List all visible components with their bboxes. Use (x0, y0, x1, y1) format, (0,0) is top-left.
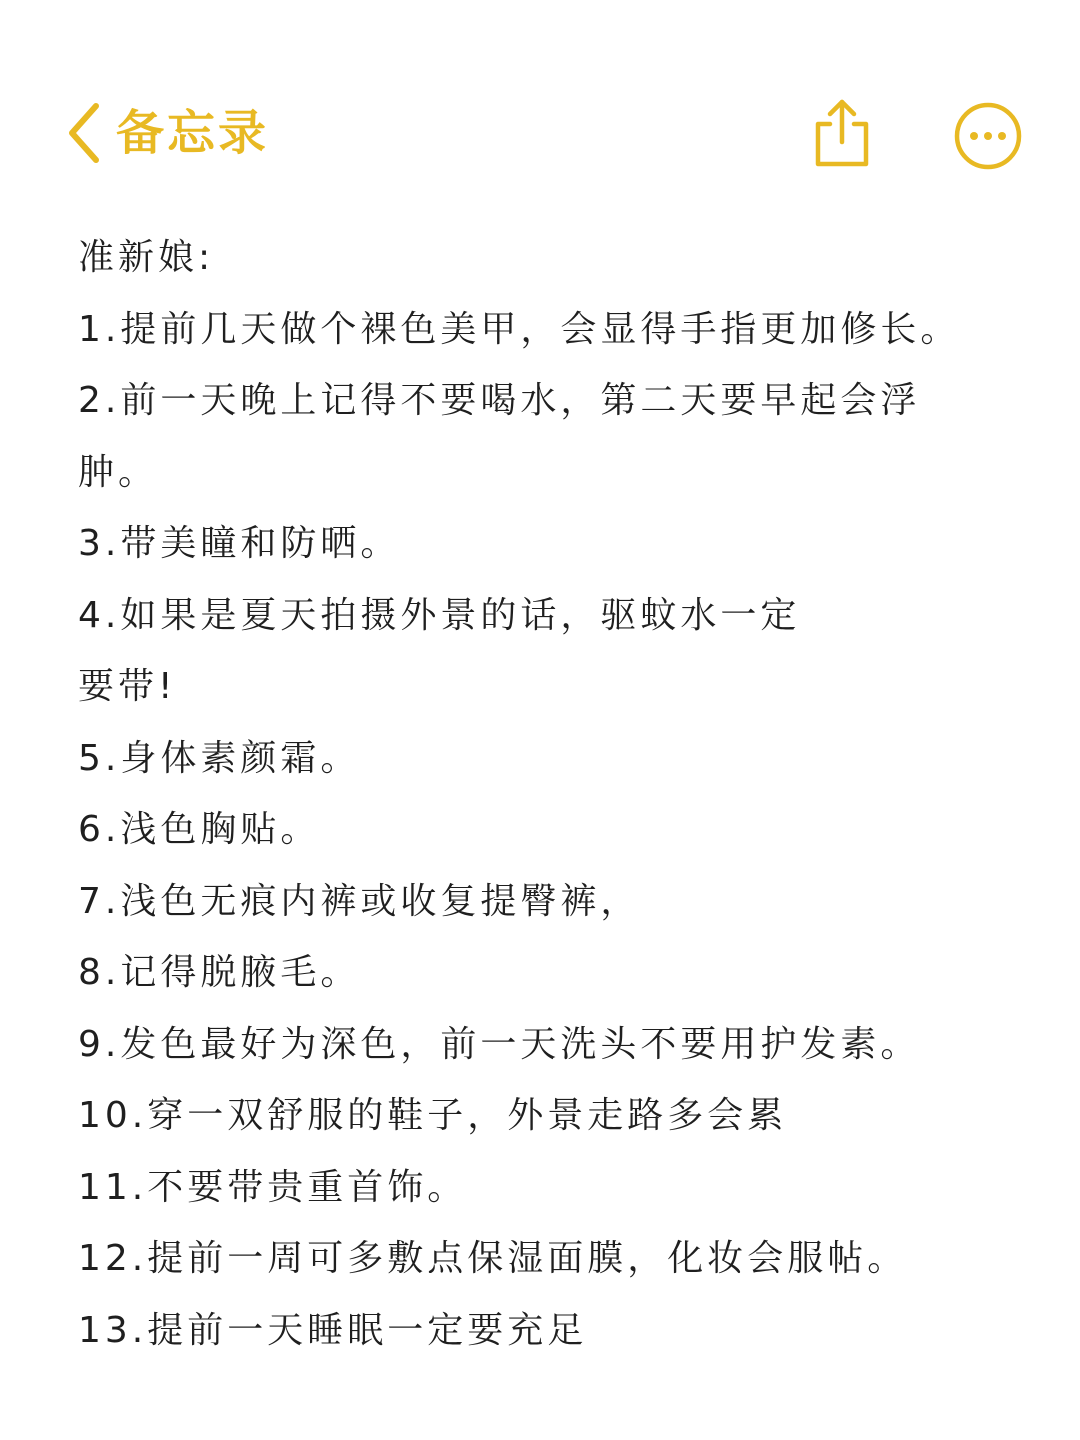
note-line: 肿。 (78, 451, 159, 493)
nav-bar (0, 90, 1080, 180)
back-button[interactable] (62, 98, 269, 168)
note-line: 3.带美瞳和防晒。 (78, 523, 401, 564)
note-line: 2.前一天晚上记得不要喝水，第二天要早起会浮 (78, 380, 921, 421)
note-line: 5.身体素颜霜。 (78, 737, 361, 779)
note-line: 13.提前一天睡眠一定要充足 (78, 1309, 588, 1351)
share-icon (810, 96, 874, 170)
note-line: 6.浅色胸贴。 (78, 809, 321, 850)
chevron-left-icon (62, 98, 106, 168)
back-label: 备忘录 (116, 105, 270, 161)
note-line: 11.不要带贵重首饰。 (78, 1166, 468, 1208)
note-title: 准新娘: (78, 237, 215, 278)
note-line: 9.发色最好为深色，前一天洗头不要用护发素。 (78, 1023, 921, 1065)
share-button[interactable] (810, 96, 874, 170)
note-line: 7.浅色无痕内裤或收复提臀裤， (78, 880, 641, 922)
more-button[interactable] (952, 100, 1024, 172)
note-line: 8.记得脱腋毛。 (78, 952, 361, 993)
note-line: 12.提前一周可多敷点保湿面膜，化妆会服帖。 (78, 1238, 908, 1279)
note-line: 4.如果是夏天拍摄外景的话，驱蚊水一定 (78, 594, 801, 636)
note-line: 要带! (78, 666, 177, 707)
note-line: 1.提前几天做个裸色美甲，会显得手指更加修长。 (78, 308, 961, 350)
more-icon (952, 100, 1024, 172)
note-body[interactable] (78, 222, 1018, 1366)
note-line: 10.穿一双舒服的鞋子，外景走路多会累 (78, 1095, 788, 1136)
